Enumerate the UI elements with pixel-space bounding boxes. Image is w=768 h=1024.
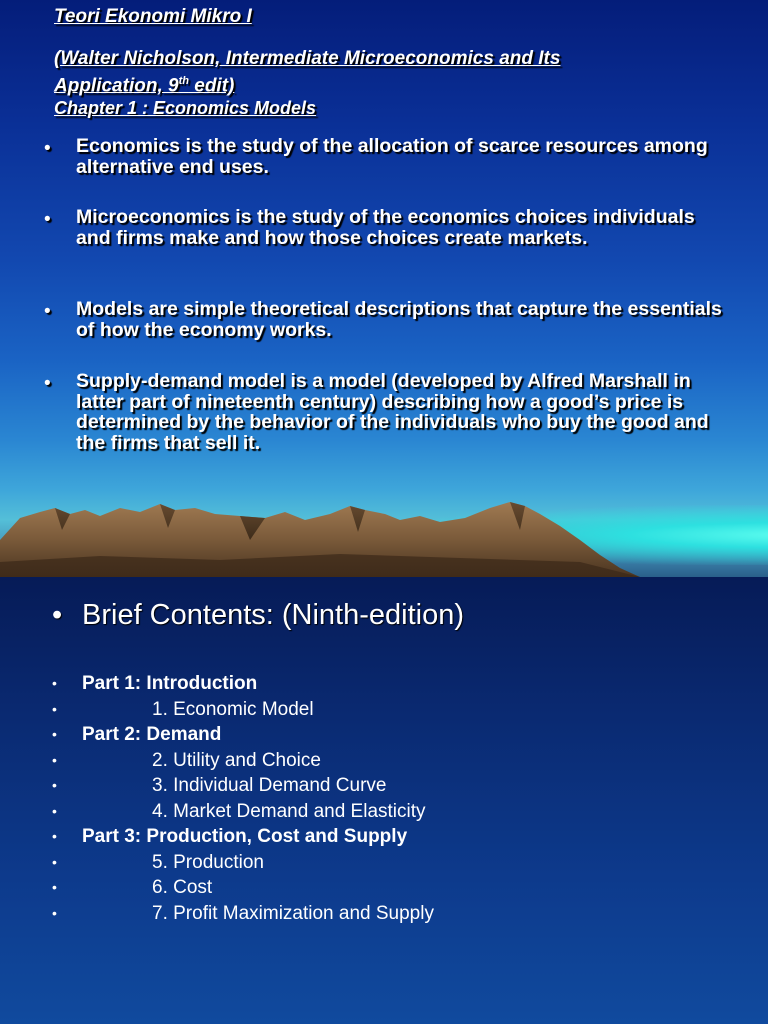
- bullet-glyph: •: [52, 599, 63, 631]
- bullet-glyph: •: [44, 209, 51, 230]
- textbook-reference-line-1: (Walter Nicholson, Intermediate Microeconomics and Its: [54, 48, 561, 69]
- toc-label: 5. Production: [152, 851, 264, 873]
- toc-chapter-item: [0, 799, 768, 824]
- mountain-range-illustration: [0, 500, 768, 577]
- toc-label: 2. Utility and Choice: [152, 749, 321, 771]
- course-title: Teori Ekonomi Mikro I: [54, 6, 252, 27]
- bullet-glyph: •: [52, 802, 57, 819]
- slide-2: [0, 577, 768, 1024]
- chapter-title: Chapter 1 : Economics Models: [54, 98, 317, 119]
- toc-label: 6. Cost: [152, 877, 213, 898]
- toc-label: 3. Individual Demand Curve: [152, 775, 387, 796]
- bullet-text: Economics is the study of the allocation of scarce resources among alternative end uses.: [76, 135, 708, 178]
- bullet-text: Supply-demand model is a model (developed by Alfred Marshall in latter part of nineteenth century) describing how a good’s price is determined by the behavior of the individuals who buy the good and the firms that sell it.: [76, 370, 709, 454]
- toc-label: Part 1: Introduction: [82, 673, 258, 694]
- bullet-glyph: •: [44, 138, 51, 159]
- title-text: Brief Contents: (Ninth-edition): [82, 599, 464, 631]
- toc-label: Part 2: Demand: [82, 724, 222, 745]
- bullet-glyph: •: [44, 301, 51, 322]
- bullet-glyph: •: [52, 853, 57, 870]
- brief-contents-title: [52, 597, 464, 633]
- toc-label: 4. Market Demand and Elasticity: [152, 800, 426, 822]
- toc-chapter-item: [0, 773, 768, 798]
- bullet-glyph: •: [52, 675, 57, 691]
- toc-chapter-item: [0, 697, 768, 722]
- toc-part-item: [0, 671, 768, 696]
- toc-part-item: [0, 824, 768, 849]
- bullet-text: Microeconomics is the study of the economics choices individuals and firms make and how those choices create markets.: [76, 206, 695, 249]
- bullet-glyph: •: [52, 777, 57, 793]
- bullet-glyph: •: [52, 828, 57, 844]
- bullet-glyph: •: [52, 726, 57, 742]
- toc-chapter-item: [0, 901, 768, 926]
- toc-chapter-item: [0, 748, 768, 773]
- toc-part-item: [0, 722, 768, 747]
- slide-header: [54, 6, 560, 119]
- toc-label: 1. Economic Model: [152, 698, 314, 720]
- bullet-glyph: •: [52, 904, 57, 921]
- bullet-glyph: •: [44, 373, 51, 394]
- toc-label: Part 3: Production, Cost and Supply: [82, 826, 408, 847]
- toc-chapter-item: [0, 875, 768, 900]
- bullet-glyph: •: [52, 751, 57, 768]
- bullet-glyph: •: [52, 879, 57, 895]
- bullet-glyph: •: [52, 700, 57, 717]
- toc-chapter-item: [0, 850, 768, 875]
- textbook-reference-line-2: Application, 9th edit): [54, 75, 235, 97]
- bullet-text: Models are simple theoretical descriptions that capture the essentials of how the economy works.: [76, 298, 722, 341]
- toc-label: 7. Profit Maximization and Supply: [152, 902, 434, 924]
